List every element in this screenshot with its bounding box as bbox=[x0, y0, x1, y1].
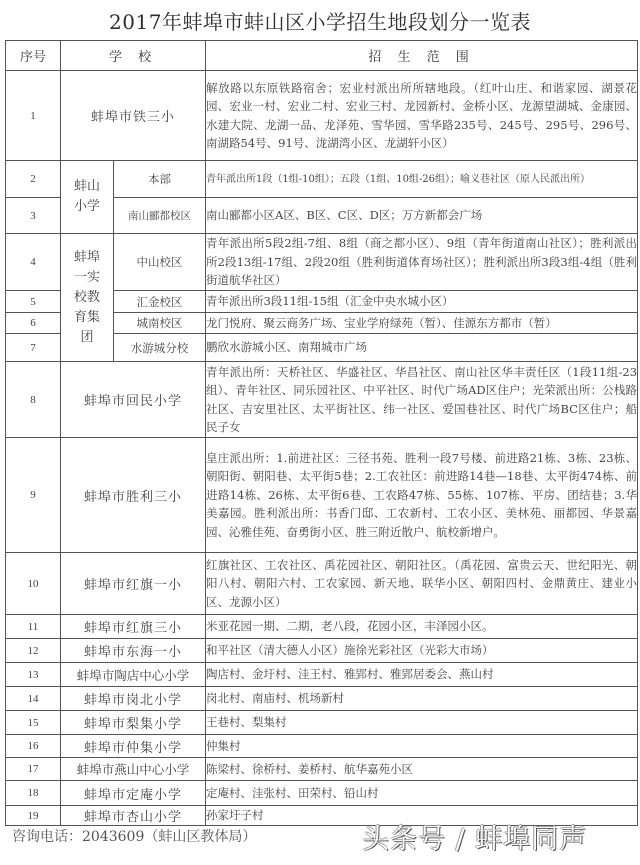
table-row bbox=[6, 362, 638, 438]
row-seq: 8 bbox=[6, 362, 61, 438]
row-school: 蚌埠市东海一小 bbox=[61, 639, 206, 663]
row-scope: 青年派出所3段11组-15组（汇金中央水城小区） bbox=[206, 291, 638, 313]
group-label: 蚌山小学 bbox=[73, 179, 100, 214]
table-row bbox=[6, 553, 638, 615]
row-scope: 王巷村、梨集村 bbox=[206, 711, 638, 735]
row-campus: 南山郦都校区 bbox=[114, 198, 206, 234]
row-seq: 14 bbox=[6, 687, 61, 711]
table-row bbox=[6, 234, 638, 291]
row-school: 蚌埠市胜利三小 bbox=[61, 438, 206, 553]
row-seq: 3 bbox=[6, 198, 61, 234]
row-school: 蚌埠市燕山中心小学 bbox=[61, 758, 206, 781]
row-scope: 青年派出所1段（1组-10组）；五段（1组、10组-26组）；喻义巷社区（原人民派出所） bbox=[206, 161, 638, 198]
row-scope: 解放路以东原铁路宿舍；宏业村派出所所辖地段。（红叶山庄、和谐家园、湖景花园、宏业一村、宏业二村、宏业三村、龙园新村、金桥小区、龙源望湖城、金康园、水建大院、龙湖一品、龙泽苑、雪华园、雪华路235号、245号、295号、296号、南湖路54号、91号、泷湖湾小区、龙湖轩小区） bbox=[206, 71, 638, 161]
row-scope: 岗北村、南庙村、机场新村 bbox=[206, 687, 638, 711]
row-scope: 青年派出所5段2组-7组、8组（商之都小区）、9组（青年街道南山社区）；胜利派出所2段13组-17组、2段20组（胜利街道体育场社区）；胜利派出所3段3组-4组（胜利街道航华社区） bbox=[206, 234, 638, 291]
row-seq: 17 bbox=[6, 758, 61, 781]
row-campus: 水游城分校 bbox=[114, 334, 206, 362]
row-school: 蚌埠市梨集小学 bbox=[61, 711, 206, 735]
table-row bbox=[6, 615, 638, 639]
table-row bbox=[6, 711, 638, 735]
row-seq: 1 bbox=[6, 71, 61, 161]
table-header-row bbox=[6, 41, 638, 71]
row-scope: 仲集村 bbox=[206, 735, 638, 758]
row-scope: 红旗社区、工农社区、禹花园社区、朝阳社区。（禹花园、富贵云天、世纪阳光、朝阳八村、朝阳六村、工农家园、新天地、联华小区、朝阳四村、金鼎黄庄、建业小区、龙源小区） bbox=[206, 553, 638, 615]
table-row bbox=[6, 161, 638, 198]
table-row bbox=[6, 781, 638, 806]
table-row bbox=[6, 735, 638, 758]
row-seq: 19 bbox=[6, 806, 61, 826]
row-school: 蚌埠市回民小学 bbox=[61, 362, 206, 438]
row-scope: 龙门悦府、聚云商务广场、宝业学府绿苑（暂）、佳源东方都市（暂） bbox=[206, 313, 638, 334]
row-school: 蚌埠市红旗三小 bbox=[61, 615, 206, 639]
row-scope: 陶店村、金圩村、洼王村、雅郢村、雅郢居委会、燕山村 bbox=[206, 663, 638, 687]
row-school-group bbox=[61, 161, 114, 234]
row-scope: 皇庄派出所：1.前进社区：三径书苑、胜利一段7号楼、前进路21栋、3栋、23栋、朝阳街、朝阳巷、太平街5巷；2.工农社区：前进路14巷—18巷、太平街474栋、前进路14栋、26栋、太平街6巷、工农路47栋、55栋、107栋、平房、团结巷；3.华美嘉园。胜利派出所：书香门邸、工农新村、工农小区、美林苑、丽都园、华景嘉园、沁雅佳苑、奋勇街小区、胜三附近散户、航校新增户。 bbox=[206, 438, 638, 553]
row-scope: 陈梁村、徐桥村、姜桥村、航华嘉苑小区 bbox=[206, 758, 638, 781]
row-seq: 11 bbox=[6, 615, 61, 639]
row-campus: 本部 bbox=[114, 161, 206, 198]
row-scope: 米亚花园一期、二期，老八段，花园小区，丰泽园小区。 bbox=[206, 615, 638, 639]
row-seq: 15 bbox=[6, 711, 61, 735]
table-row bbox=[6, 438, 638, 553]
row-seq: 12 bbox=[6, 639, 61, 663]
row-seq: 6 bbox=[6, 313, 61, 334]
table-row bbox=[6, 758, 638, 781]
header-seq: 序号 bbox=[6, 41, 61, 71]
row-campus: 城南校区 bbox=[114, 313, 206, 334]
row-seq: 16 bbox=[6, 735, 61, 758]
row-school: 蚌埠市铁三小 bbox=[61, 71, 206, 161]
row-seq: 4 bbox=[6, 234, 61, 291]
row-seq: 5 bbox=[6, 291, 61, 313]
row-scope: 鹏欣水游城小区、南翔城市广场 bbox=[206, 334, 638, 362]
row-scope: 和平社区（清大德人小区）施徐光彩社区（光彩大市场） bbox=[206, 639, 638, 663]
row-school: 蚌埠市仲集小学 bbox=[61, 735, 206, 758]
watermark-text: 头条号 / 蚌埠同声 bbox=[362, 824, 588, 855]
group-label: 蚌埠一实校教育集团 bbox=[73, 249, 100, 345]
row-scope: 青年派出所：天桥社区、华盛社区、华昌社区、南山社区华丰责任区（1段11组-23组）、青年社区、同乐园社区、中平社区、时代广场AD区住户；光荣派出所：公栈路社区、吉安里社区、太平街社区、纬一社区、爱国巷社区、时代广场BC区住户；船民子女 bbox=[206, 362, 638, 438]
row-seq: 2 bbox=[6, 161, 61, 198]
hotline-footer: 咨询电话：2043609（蚌山区教体局） bbox=[12, 829, 257, 845]
row-scope: 定庵村、洼张村、田荣村、铅山村 bbox=[206, 781, 638, 806]
header-school: 学 校 bbox=[61, 41, 206, 71]
enrollment-table bbox=[5, 40, 638, 826]
row-scope: 南山郦都小区A区、B区、C区、D区；万方新都会广场 bbox=[206, 198, 638, 234]
row-school: 蚌埠市陶店中心小学 bbox=[61, 663, 206, 687]
row-campus: 汇金校区 bbox=[114, 291, 206, 313]
row-seq: 7 bbox=[6, 334, 61, 362]
row-seq: 10 bbox=[6, 553, 61, 615]
row-school: 蚌埠市定庵小学 bbox=[61, 781, 206, 806]
row-seq: 18 bbox=[6, 781, 61, 806]
row-school-group bbox=[61, 234, 114, 362]
row-school: 蚌埠市杏山小学 bbox=[61, 806, 206, 826]
page-title: 2017年蚌埠市蚌山区小学招生地段划分一览表 bbox=[109, 10, 531, 34]
row-school: 蚌埠市红旗一小 bbox=[61, 553, 206, 615]
row-scope: 孙家圩子村 bbox=[206, 806, 638, 826]
row-seq: 9 bbox=[6, 438, 61, 553]
header-scope: 招 生 范 围 bbox=[206, 41, 638, 71]
row-campus: 中山校区 bbox=[114, 234, 206, 291]
table-row bbox=[6, 687, 638, 711]
row-seq: 13 bbox=[6, 663, 61, 687]
table-row bbox=[6, 663, 638, 687]
table-row bbox=[6, 71, 638, 161]
row-school: 蚌埠市岗北小学 bbox=[61, 687, 206, 711]
watermark bbox=[362, 817, 587, 856]
table-row bbox=[6, 639, 638, 663]
